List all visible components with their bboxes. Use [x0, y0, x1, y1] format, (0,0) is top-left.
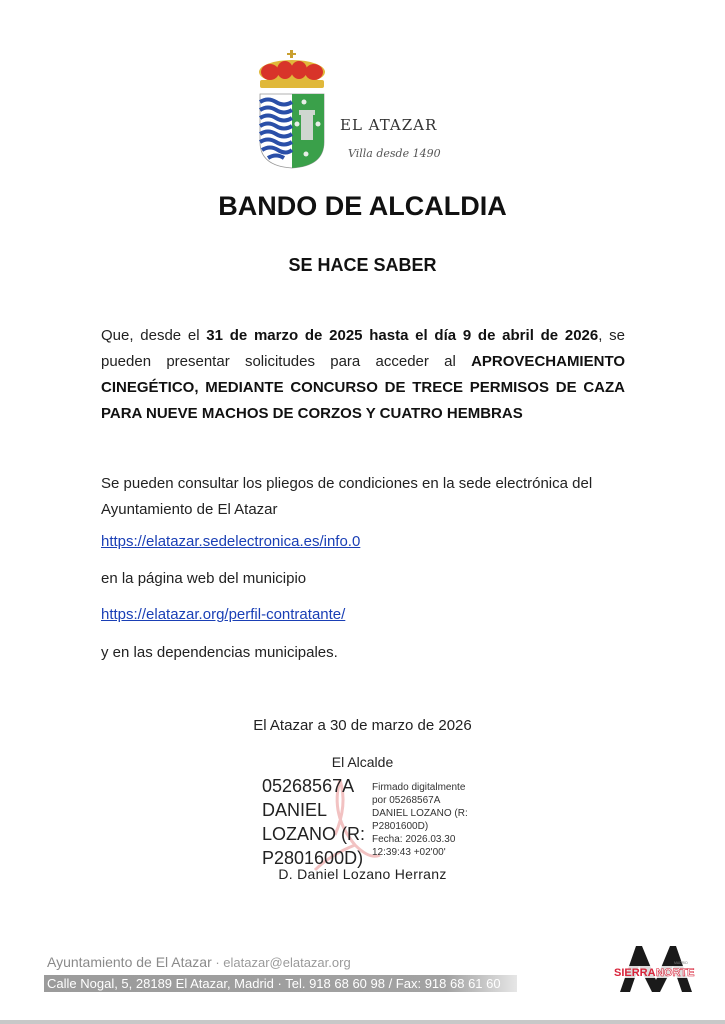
document-title: BANDO DE ALCALDIA: [218, 191, 507, 221]
sede-electronica-link[interactable]: https://elatazar.sedelectronica.es/info.0: [101, 533, 361, 550]
footer-org-line: [47, 954, 351, 970]
paragraph-text: , se pueden presentar solicitudes para acceder al: [101, 327, 625, 370]
document-subtitle: SE HACE SABER: [288, 255, 437, 275]
logo-text-norte: NORTE: [656, 967, 695, 979]
signature-line: 05268567A: [262, 776, 355, 796]
logo-text-madrid: MADRID: [674, 961, 688, 965]
signature-detail-line: P2801600D): [372, 821, 429, 832]
logo-text-sierra: SIERRA: [614, 967, 656, 979]
signature-detail-line: Firmado digitalmente: [372, 782, 466, 793]
footer-separator: ·: [211, 955, 224, 970]
brand-subtitle: Villa desde 1490: [348, 147, 441, 160]
date-range: 31 de marzo de 2025 hasta el día 9 de abril de 2026: [206, 327, 599, 344]
sierra-norte-logo-icon: [612, 940, 697, 995]
signature-line: LOZANO (R:: [262, 824, 366, 844]
signature-certificate-name: [262, 774, 372, 870]
place-date: El Atazar a 30 de marzo de 2026: [253, 717, 472, 734]
announcement-paragraph: [101, 323, 625, 427]
perfil-contratante-link[interactable]: https://elatazar.org/perfil-contratante/: [101, 606, 346, 623]
footer-org: Ayuntamiento de El Atazar: [47, 954, 212, 970]
dependencias-paragraph: y en las dependencias municipales.: [101, 644, 338, 661]
page-bottom-divider: [0, 1020, 725, 1024]
paragraph-text: Que, desde el: [101, 327, 207, 344]
signature-detail-line: Fecha: 2026.03.30: [372, 834, 456, 845]
brand-name: EL ATAZAR: [340, 116, 438, 134]
coat-of-arms-icon: [256, 50, 328, 170]
web-paragraph: en la página web del municipio: [101, 570, 307, 587]
footer-email: elatazar@elatazar.org: [223, 955, 351, 970]
signer-name: D. Daniel Lozano Herranz: [278, 866, 447, 882]
signature-line: P2801600D): [262, 848, 364, 868]
signature-line: DANIEL: [262, 800, 328, 820]
footer-address-bar: Calle Nogal, 5, 28189 El Atazar, Madrid · Tel. 918 68 60 98 / Fax: 918 68 61 60: [44, 975, 517, 992]
signature-detail-line: por 05268567A: [372, 795, 441, 806]
signature-detail-line: 12:39:43 +02'00': [372, 847, 446, 858]
signature-detail-line: DANIEL LOZANO (R:: [372, 808, 468, 819]
signer-role: El Alcalde: [331, 754, 394, 770]
permit-description: APROVECHAMIENTO CINEGÉTICO, MEDIANTE CONCURSO DE TRECE PERMISOS DE CAZA PARA NUEVE MACHOS DE CORZOS Y CUATRO HEMBRAS: [101, 353, 625, 422]
signature-details: [372, 781, 487, 859]
consult-paragraph: Se pueden consultar los pliegos de condiciones en la sede electrónica del Ayuntamiento de El Atazar: [101, 475, 593, 518]
